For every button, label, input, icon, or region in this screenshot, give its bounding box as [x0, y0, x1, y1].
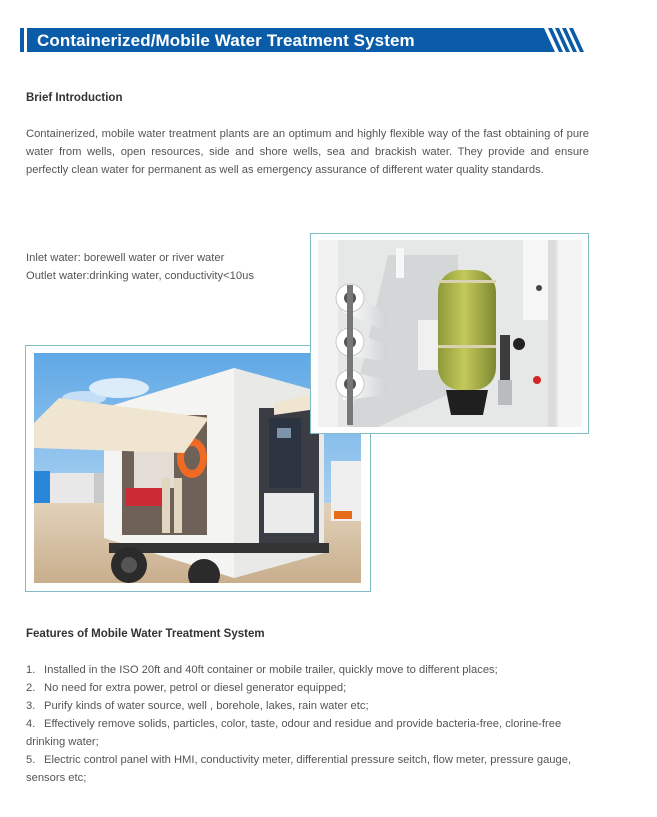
feature-item: 5. Electric control panel with HMI, conductivity meter, differential pressure seitch, flow meter, pressure gauge, sensors etc; — [26, 754, 572, 784]
features-heading: Features of Mobile Water Treatment System — [26, 628, 265, 640]
outlet-water-spec: Outlet water:drinking water, conductivity<10us — [26, 270, 254, 282]
container-interior-illustration — [318, 240, 582, 427]
intro-heading: Brief Introduction — [26, 92, 123, 104]
feature-item: 2. No need for extra power, petrol or diesel generator equipped; — [26, 682, 347, 694]
page-title: Containerized/Mobile Water Treatment System — [37, 31, 415, 50]
title-banner — [0, 0, 657, 60]
intro-paragraph: Containerized, mobile water treatment plants are an optimum and highly flexible way of the fast obtaining of pure water from wells, open resources, side and shore wells, sea and brackish water. They provide and ensure perfectly clean water for permanent as well as emergency assurance of different water quality standards. — [26, 128, 589, 176]
container-interior-photo — [318, 240, 582, 427]
feature-item: 4. Effectively remove solids, particles, color, taste, odour and residue and provide bacteria-free, clorine-free drinking water; — [26, 718, 562, 748]
features-list — [26, 661, 589, 787]
inlet-water-spec: Inlet water: borewell water or river water — [26, 252, 225, 264]
feature-item: 1. Installed in the ISO 20ft and 40ft container or mobile trailer, quickly move to different places; — [26, 664, 498, 676]
feature-item: 3. Purify kinds of water source, well , borehole, lakes, rain water etc; — [26, 700, 369, 712]
